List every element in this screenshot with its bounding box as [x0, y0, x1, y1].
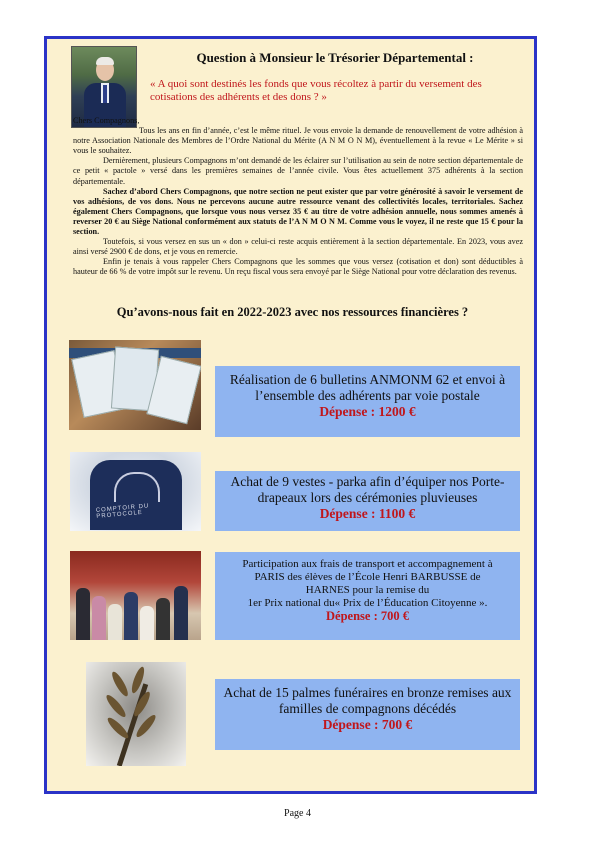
expense-box-bulletins — [215, 366, 520, 437]
expense-text: Réalisation de 6 bulletins ANMONM 62 et envoi à — [229, 372, 506, 387]
ceremony-photo — [70, 551, 201, 640]
expense-text: familles de compagnons décédés — [278, 701, 457, 716]
expense-text: 1er Prix national du« Prix de l’Éducation Citoyenne ». — [247, 597, 488, 609]
expense-box-parkas — [215, 471, 520, 531]
letter-body — [73, 116, 523, 278]
expense-text: PARIS des élèves de l’École Henri BARBUSSE de — [254, 571, 481, 583]
letter-paragraph-4: Toutefois, si vous versez en sus un « don » celui-ci reste acquis entièrement à la section départementale. En 2023, vous avez ainsi versé 2900 € de dons, et je vous en remercie. — [73, 237, 523, 257]
parka-photo — [70, 452, 201, 531]
question-text: « A quoi sont destinés les fonds que vous récoltez à partir du versement des cotisations des adhérents et des dons ? » — [150, 78, 482, 103]
expense-text: Achat de 9 vestes - parka afin d’équiper nos Porte- — [230, 474, 505, 489]
expense-cost: Dépense : 700 € — [322, 717, 413, 732]
parka-logo-text: COMPTOIR DU PROTOCOLE — [95, 503, 150, 520]
bronze-palm-photo — [86, 662, 186, 766]
expense-box-palms — [215, 679, 520, 750]
letter-paragraph-1: Tous les ans en fin d’année, c’est le même rituel. Je vous envoie la demande de renouvellement de votre adhésion à notre Association Nationale des Membres de l’Ordre National du Mérite (A N M O N M), éventuellement à la revue « Le Mérite » si vous le souhaitez. — [73, 126, 523, 156]
expense-text: drapeaux lors des cérémonies pluvieuses — [257, 490, 478, 505]
salutation: Chers Compagnons, — [73, 116, 140, 125]
expense-text: Participation aux frais de transport et accompagnement à — [242, 558, 493, 570]
section-subtitle: Qu’avons-nous fait en 2022-2023 avec nos ressources financières ? — [116, 305, 469, 319]
expense-cost: Dépense : 1100 € — [319, 506, 416, 521]
page-number: Page 4 — [284, 808, 311, 819]
letter-paragraph-2: Dernièrement, plusieurs Compagnons m’ont demandé de les éclairer sur l’utilisation au sein de notre section départementale de ce petit « pactole » versé dans les premières semaines de l’année civile. Vous êtes actuellement 375 adhérents à la section départementale. — [73, 156, 523, 186]
letter-paragraph-5: Enfin je tenais à vous rappeler Chers Compagnons que les sommes que vous versez (cotisation et don) sont déductibles à hauteur de 66 % de votre impôt sur le revenu. Un reçu fiscal vous sera envoyé par le Siège National pour votre déclaration des revenus. — [73, 257, 523, 277]
expense-text: Achat de 15 palmes funéraires en bronze remises aux — [223, 685, 512, 700]
expense-cost: Dépense : 700 € — [326, 609, 409, 623]
expense-text: HARNES pour la remise du — [305, 584, 430, 596]
expense-text: l’ensemble des adhérents par voie postale — [255, 388, 480, 403]
page-title: Question à Monsieur le Trésorier Départemental : — [196, 50, 474, 65]
letter-paragraph-3: Sachez d’abord Chers Compagnons, que notre section ne peut exister que par votre générosité à savoir le versement de vos adhésions, de vos dons. Nous ne percevons aucune autre ressource venant des collectivités locales, territoriales. Sachez également Chers Compagnons, que lorsque vous nous versez 35 € au titre de votre adhésion annuelle, nous sommes amenés à reverser 20 € au Siège National conformément aux statuts de l’A N M O N M. Comme vous le voyez, il ne reste que 15 € pour la section. — [73, 186, 523, 237]
bulletins-photo — [69, 340, 201, 430]
expense-cost: Dépense : 1200 € — [319, 404, 416, 419]
expense-box-paris-trip — [215, 552, 520, 640]
